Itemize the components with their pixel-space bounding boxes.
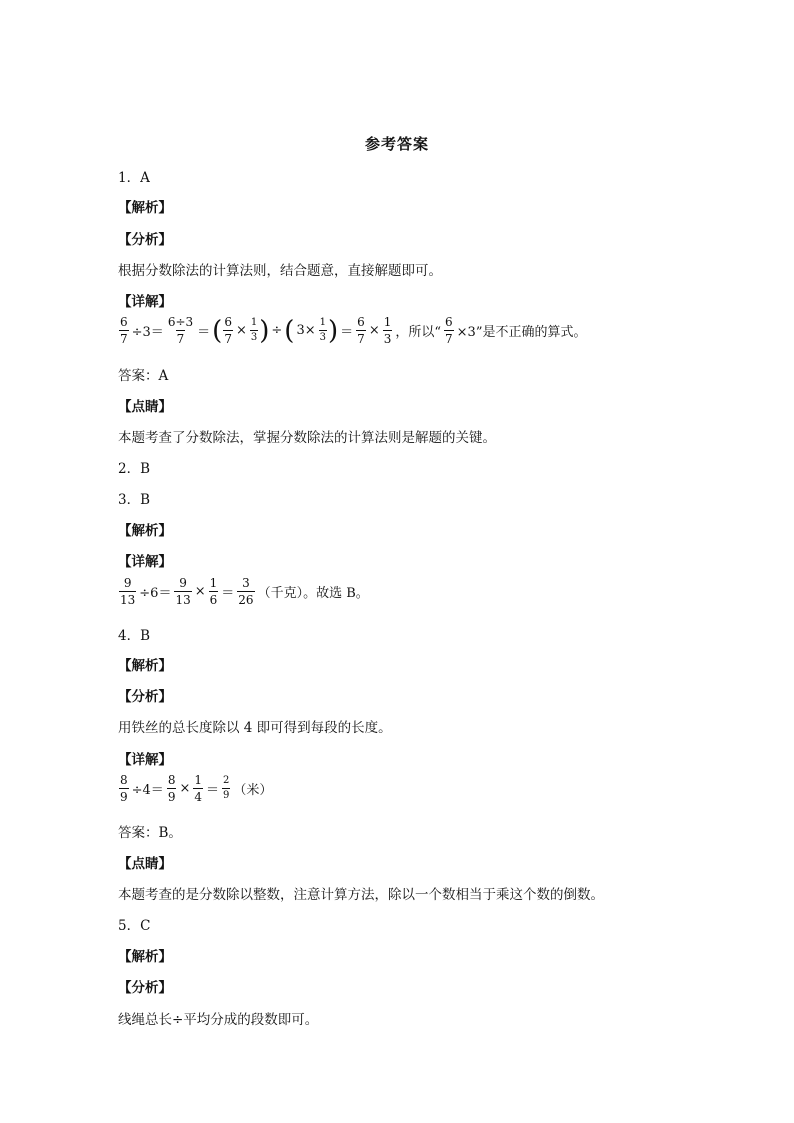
math-text: （米） (233, 783, 273, 798)
q3-answer: 3．B (118, 492, 151, 508)
fraction: $\frac{8}{9}$ (167, 773, 176, 804)
right-paren: ) (259, 315, 270, 346)
q5-fenxi-label: 【分析】 (118, 980, 172, 996)
fraction: $\frac{9}{13}$ (120, 576, 136, 607)
q1-fenxi-label: 【分析】 (118, 232, 172, 248)
q4-jiexi-label: 【解析】 (118, 658, 172, 674)
q2-answer: 2．B (118, 461, 151, 477)
q3-equation (118, 577, 371, 606)
math-text: ＝ (221, 586, 235, 601)
fraction: $\frac{1}{3}$ (383, 315, 392, 346)
q3-xiangjie-label: 【详解】 (118, 554, 172, 570)
q5-fenxi-text: 线绳总长÷平均分成的段数即可。 (118, 1012, 319, 1028)
q4-answer: 4．B (118, 628, 151, 644)
right-paren: ) (328, 315, 339, 346)
fraction: $\frac{1}{3}$ (250, 317, 258, 343)
fraction: $\frac{9}{13}$ (175, 576, 191, 607)
fraction: $\frac{1}{4}$ (194, 773, 202, 804)
math-text: ＝ (340, 325, 354, 340)
fraction: $\frac{1}{6}$ (209, 576, 218, 607)
fraction: $\frac{8}{9}$ (120, 773, 128, 804)
left-paren: ( (212, 315, 223, 346)
page-title: 参考答案 (364, 135, 429, 153)
q3-jiexi-label: 【解析】 (118, 523, 172, 539)
math-text: ÷3＝ (131, 325, 164, 340)
math-text: 3× (296, 323, 316, 338)
q4-equation (118, 774, 274, 803)
math-text: ÷6＝ (139, 586, 172, 601)
q1-dianjing-label: 【点睛】 (118, 399, 172, 415)
math-text: ÷ (271, 323, 283, 338)
fraction: $\frac{6}{7}$ (120, 315, 128, 346)
math-text: （千克）。故选 B。 (257, 586, 369, 601)
fraction: $\frac{2}{9}$ (223, 775, 230, 801)
math-text: ÷4＝ (131, 783, 164, 798)
math-text: ＝ (206, 783, 220, 798)
q1-dianjing-text: 本题考查了分数除法，掌握分数除法的计算法则是解题的关键。 (118, 430, 496, 446)
fraction: $\frac{6}{7}$ (224, 315, 232, 346)
math-text: ×3”是不正确的算式。 (456, 325, 587, 340)
q5-jiexi-label: 【解析】 (118, 949, 172, 965)
math-text: × (235, 323, 247, 338)
q1-jiexi-label: 【解析】 (118, 200, 172, 216)
math-text: ＝ (197, 325, 211, 340)
q5-answer: 5．C (118, 918, 151, 934)
q4-xiangjie-label: 【详解】 (118, 752, 172, 768)
math-text: × (179, 781, 191, 796)
q1-fenxi-text: 根据分数除法的计算法则，结合题意，直接解题即可。 (118, 263, 442, 279)
math-text: × (368, 323, 380, 338)
left-paren: ( (284, 315, 295, 346)
math-text: ，所以“ (395, 325, 442, 340)
q4-fenxi-label: 【分析】 (118, 689, 172, 705)
q4-fenxi-text: 用铁丝的总长度除以 4 即可得到每段的长度。 (118, 720, 392, 736)
q1-equation (118, 316, 588, 345)
fraction: $\frac{3}{26}$ (238, 576, 254, 607)
fraction: $\frac{6}{7}$ (357, 315, 365, 346)
q4-dianjing-label: 【点睛】 (118, 856, 172, 872)
math-text: × (194, 584, 206, 599)
fraction: $\frac{6\div 3}{7}$ (167, 315, 194, 346)
q1-xiangjie-label: 【详解】 (118, 294, 172, 310)
q1-answer: 1．A (118, 170, 150, 186)
fraction: $\frac{1}{3}$ (319, 317, 326, 343)
q4-daan: 答案：B。 (118, 825, 182, 841)
fraction: $\frac{6}{7}$ (445, 315, 453, 346)
q4-dianjing-text: 本题考查的是分数除以整数，注意计算方法，除以一个数相当于乘这个数的倒数。 (118, 887, 604, 903)
q1-daan: 答案：A (118, 368, 169, 384)
